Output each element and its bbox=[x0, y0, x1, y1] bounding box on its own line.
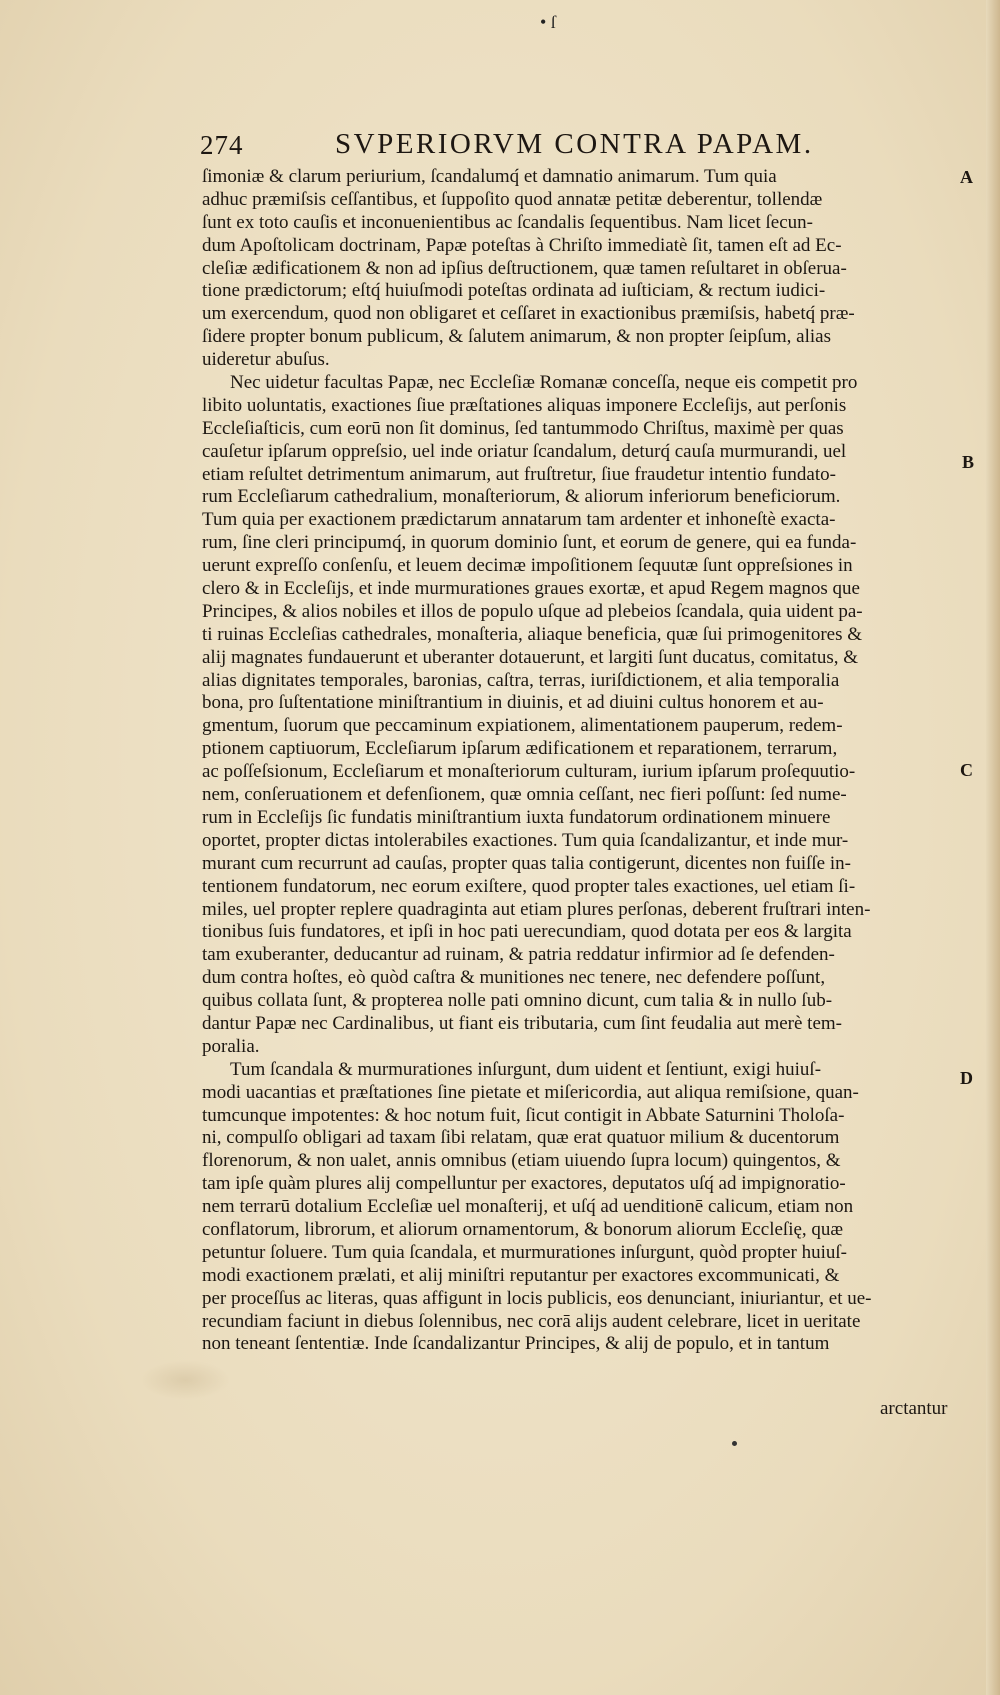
text-line: alij magnates fundauerunt et uberanter dotauerunt, et largiti ſunt ducatus, comitatus, & bbox=[202, 646, 859, 668]
text-line: petuntur ſoluere. Tum quia ſcandala, et murmurationes inſurgunt, quòd propter huiuſ- bbox=[202, 1241, 848, 1263]
text-line: murant cum recurrunt ad cauſas, propter quas talia contigerunt, dicentes non fuiſſe in- bbox=[202, 852, 851, 874]
text-line: nem terrarū dotalium Eccleſiæ uel monaſterij, et uſq́ ad uenditionē calicum, etiam non bbox=[202, 1196, 854, 1218]
text-line: adhuc præmiſsis ceſſantibus, et ſuppoſito quod annatæ petitæ deberentur, tollendæ bbox=[202, 188, 823, 210]
text-line: modi exactionem prælati, et alij miniſtri reputantur per exactores excommunicati, & bbox=[202, 1264, 840, 1286]
text-line: alias dignitates temporales, baronias, caſtra, terras, iuriſdictionem, et alia temporalia bbox=[202, 669, 840, 691]
text-line: poralia. bbox=[202, 1035, 260, 1057]
text-line: uerunt expreſſo conſenſu, et leuem decimæ impoſitionem ſequutæ ſunt oppreſsiones in bbox=[202, 555, 853, 577]
text-line: bona, pro ſuſtentatione miniſtrantium in diuinis, et ad diuini cultus honorem et au- bbox=[202, 692, 824, 714]
text-line: quibus collata ſunt, & propterea nolle pati omnino dicunt, cum talia & in nullo ſub- bbox=[202, 990, 833, 1012]
text-line: uideretur abuſus. bbox=[202, 349, 330, 371]
margin-letter-d: D bbox=[960, 1068, 973, 1088]
page-header bbox=[200, 128, 970, 164]
text-line: gmentum, ſuorum que peccaminum expiationem, alimentationem pauperum, redem- bbox=[202, 715, 843, 737]
text-line: clero & in Eccleſijs, et inde murmurationes graues exortæ, et apud Regem magnos que bbox=[202, 578, 860, 600]
text-line: ſunt ex toto cauſis et inconuenientibus ac ſcandalis ſequentibus. Nam licet ſecun- bbox=[202, 211, 813, 233]
catchword: arctantur bbox=[880, 1398, 948, 1419]
text-line: ſidere propter bonum publicum, & ſalutem animarum, & non propter ſeipſum, alias bbox=[202, 326, 831, 348]
text-line: florenorum, & non ualet, annis omnibus (etiam uiuendo ſupra locum) quingentos, & bbox=[202, 1150, 841, 1172]
ink-dot bbox=[732, 1441, 737, 1446]
text-line: oportet, propter dictas intolerabiles exactiones. Tum quia ſcandalizantur, et inde mur- bbox=[202, 829, 849, 851]
text-line: ptionem captiuorum, Eccleſiarum ipſarum ædificationem et reparationem, terrarum, bbox=[202, 738, 838, 760]
text-line: tam exuberanter, deducantur ad ruinam, & patria reddatur infirmior ad ſe defenden- bbox=[202, 944, 835, 966]
printer-mark: • ſ bbox=[540, 12, 556, 32]
text-line: tentionem fundatorum, nec eorum exiſtere, quod propter tales exactiones, uel etiam ſi- bbox=[202, 875, 856, 897]
text-line: rum Eccleſiarum cathedralium, monaſteriorum, & aliorum inferiorum beneficiorum. bbox=[202, 486, 841, 508]
text-line: tionibus ſuis fundatores, et ipſi in hoc pati uerecundiam, quod dotata per eos & largita bbox=[202, 921, 852, 943]
text-line: dum contra hoſtes, eò quòd caſtra & munitiones nec tenere, nec defendere poſſunt, bbox=[202, 967, 826, 989]
text-line: dum Apoſtolicam doctrinam, Papæ poteſtas à Chriſto immediatè ſit, tamen eſt ad Ec- bbox=[202, 234, 842, 256]
text-line: miles, uel propter replere quadraginta aut etiam plures perſonas, deberent fruſtrari inten- bbox=[202, 898, 871, 920]
text-line: Principes, & alios nobiles et illos de populo uſque ad plebeios ſcandala, quia uident pa- bbox=[202, 600, 863, 622]
text-line: modi uacantias et præſtationes ſine pietate et miſericordia, aut aliqua remiſsione, quan- bbox=[202, 1081, 859, 1103]
text-line: Tum ſcandala & murmurationes inſurgunt, dum uident et ſentiunt, exigi huiuſ- bbox=[230, 1058, 822, 1080]
text-line: Tum quia per exactionem prædictarum annatarum tam ardenter et inhoneſtè exacta- bbox=[202, 509, 836, 531]
body-text bbox=[202, 166, 952, 1356]
text-line: tumcunque impotentes: & hoc notum fuit, ſicut contigit in Abbate Saturnini Tholoſa- bbox=[202, 1104, 845, 1126]
text-line: tione prædictorum; eſtq́ huiuſmodi poteſtas ordinata ad iuſticiam, & rectum iudici- bbox=[202, 280, 826, 302]
text-line: etiam reſultet detrimentum animarum, aut fruſtretur, ſiue fraudetur intentio fundato- bbox=[202, 463, 836, 485]
text-line: non teneant ſententiæ. Inde ſcandalizantur Principes, & alij de populo, et in tantum bbox=[202, 1333, 830, 1355]
text-line: ſimoniæ & clarum periurium, ſcandalumq́ et damnatio animarum. Tum quia bbox=[202, 166, 777, 187]
text-line: ti ruinas Eccleſias cathedrales, monaſteria, aliaque beneficia, quæ ſui primogenitores & bbox=[202, 623, 863, 645]
text-line: tam ipſe quàm plures alij compelluntur per exactores, deputatos uſq́ ad impignoratio- bbox=[202, 1173, 846, 1195]
page-edge bbox=[986, 0, 1000, 1695]
text-line: recundiam faciunt in diebus ſolennibus, nec corā alijs audent celebrare, licet in ueritate bbox=[202, 1310, 861, 1332]
text-line: rum, ſine cleri principumq́, in quorum dominio ſunt, et eorum de genere, qui ea funda- bbox=[202, 532, 857, 554]
margin-letter-c: C bbox=[960, 760, 973, 780]
text-line: cauſetur ipſarum oppreſsio, uel inde oriatur ſcandalum, deturq́ cauſa murmurandi, uel bbox=[202, 440, 847, 462]
text-line: libito uoluntatis, exactiones ſiue præſtationes aliquas imponere Eccleſijs, aut perſonis bbox=[202, 394, 847, 416]
page-number: 274 bbox=[200, 130, 244, 160]
text-line: cleſiæ ædificationem & non ad ipſius deſtructionem, quæ tamen reſultaret in obſerua- bbox=[202, 257, 847, 279]
text-line: rum in Eccleſijs ſic fundatis miniſtrantium iuxta fundatorum ordinationem minuere bbox=[202, 806, 831, 828]
text-line: Eccleſiaſticis, cum eorū non ſit dominus, ſed tantummodo Chriſtus, maximè per quas bbox=[202, 417, 844, 439]
text-line: ac poſſeſsionum, Eccleſiarum et monaſteriorum culturam, iurium ipſarum proſequutio- bbox=[202, 761, 856, 783]
text-line: Nec uidetur facultas Papæ, nec Eccleſiæ Romanæ conceſſa, neque eis competit pro bbox=[230, 372, 858, 394]
margin-letter-a: A bbox=[960, 167, 973, 187]
margin-letter-b: B bbox=[962, 452, 975, 472]
running-head: SVPERIORVM CONTRA PAPAM. bbox=[335, 128, 814, 160]
text-line: ni, compulſo obligari ad taxam ſibi relatam, quæ erat quatuor milium & ducentorum bbox=[202, 1127, 840, 1149]
text-line: conflatorum, librorum, et aliorum ornamentorum, & bonorum aliorum Eccleſię, quæ bbox=[202, 1218, 844, 1240]
text-line: um exercendum, quod non obligaret et ceſſaret in exactionibus præmiſsis, habetq́ præ- bbox=[202, 303, 855, 325]
paper-stain bbox=[140, 1360, 230, 1400]
text-line: nem, conſeruationem et defenſionem, quæ omnia ceſſant, nec fieri poſſunt: ſed nume- bbox=[202, 784, 847, 806]
text-line: dantur Papæ nec Cardinalibus, ut fiant eis tributaria, cum ſint feudalia aut merè tem- bbox=[202, 1012, 842, 1034]
text-line: per proceſſus ac literas, quas affigunt in locis publicis, eos denunciant, iniuriantur, et ue- bbox=[202, 1287, 872, 1309]
